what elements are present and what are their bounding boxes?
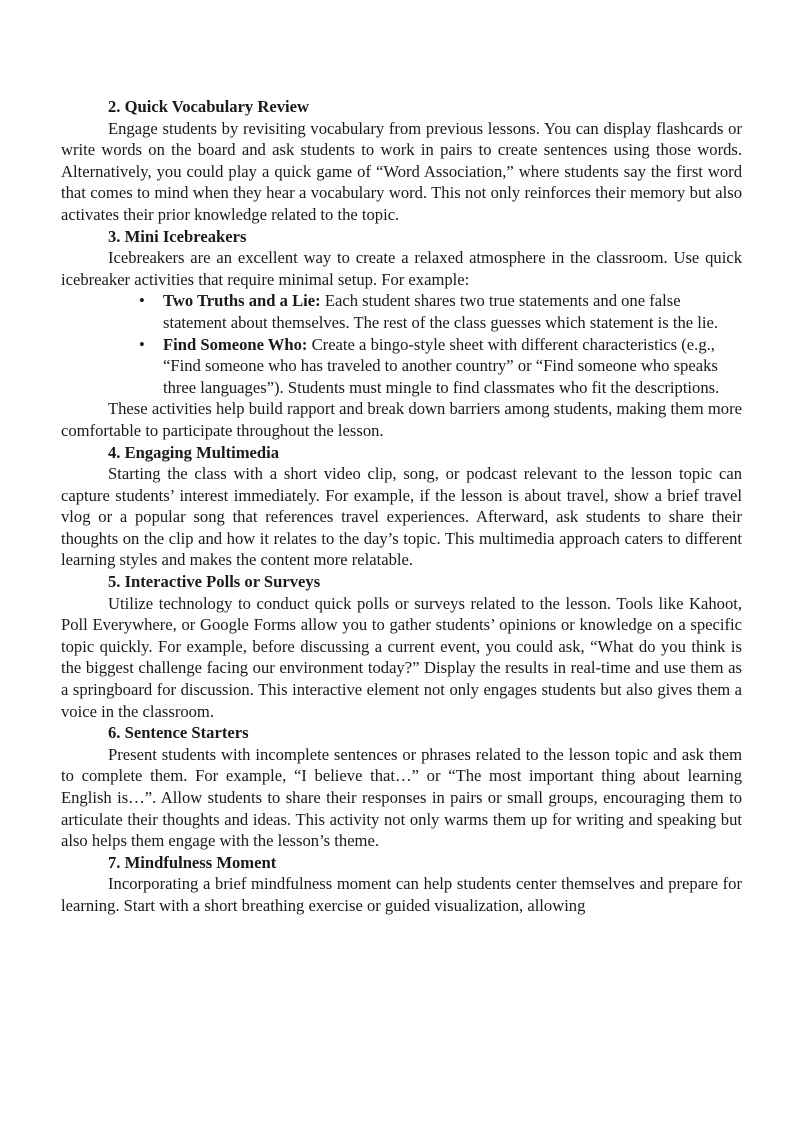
bullet-title: Find Someone Who: <box>163 334 308 354</box>
section-heading-sentence-starters: 6. Sentence Starters <box>108 723 249 743</box>
section-heading-mindfulness-moment: 7. Mindfulness Moment <box>108 852 277 872</box>
bullet-dot-icon: • <box>139 291 145 311</box>
section-heading-engaging-multimedia: 4. Engaging Multimedia <box>108 442 280 462</box>
icebreaker-bullet-list <box>61 290 742 398</box>
document-page <box>61 96 742 917</box>
bullet-dot-icon: • <box>139 334 145 354</box>
section-heading-vocabulary-review: 2. Quick Vocabulary Review <box>108 97 309 116</box>
section-paragraph-mindfulness-moment: Incorporating a brief mindfulness moment can help students center themselves and prepare for learning. Start with a short breathing exercise or guided visualization, allowing <box>61 874 742 915</box>
section-heading-interactive-polls: 5. Interactive Polls or Surveys <box>108 572 321 592</box>
section-paragraph-vocabulary-review: Engage students by revisiting vocabulary from previous lessons. You can display flashcards or write words on the board and ask students to work in pairs to create sentences using those words. Alternatively, you could play a quick game of “Word Association,” where students say the first word that comes to mind when they hear a vocabulary word. This not only reinforces their memory but also activates their prior knowledge related to the topic. <box>61 118 742 224</box>
section-closing-mini-icebreakers: These activities help build rapport and break down barriers among students, making them more comfortable to participate throughout the lesson. <box>61 399 742 440</box>
section-paragraph-mini-icebreakers: Icebreakers are an excellent way to create a relaxed atmosphere in the classroom. Use quick icebreaker activities that require minimal setup. For example: <box>61 248 742 289</box>
bullet-title: Two Truths and a Lie: <box>163 291 321 311</box>
bullet-text: Each student shares two true statements and one false statement about themselves. The rest of the class guesses which statement is the lie. <box>163 291 718 332</box>
section-paragraph-sentence-starters: Present students with incomplete sentences or phrases related to the lesson topic and ask them to complete them. For example, “I believe that…” or “The most important thing about learning English is…”. Allow students to share their responses in pairs or small groups, encouraging them to articulate their thoughts and ideas. This activity not only warms them up for writing and speaking but also helps them engage with the lesson’s theme. <box>61 744 742 851</box>
bullet-item-find-someone <box>139 334 742 399</box>
section-paragraph-interactive-polls: Utilize technology to conduct quick polls or surveys related to the lesson. Tools like Kahoot, Poll Everywhere, or Google Forms allow you to gather students’ opinions or knowledge on a specific topic quickly. For example, before discussing a current event, you could ask, “What do you think is the biggest challenge facing our environment today?” Display the results in real-time and use them as a springboard for discussion. This interactive element not only engages students but also gives them a voice in the classroom. <box>61 593 742 721</box>
section-paragraph-engaging-multimedia: Starting the class with a short video clip, song, or podcast relevant to the lesson topic can capture students’ interest immediately. For example, if the lesson is about travel, show a brief travel vlog or a popular song that references travel experiences. Afterward, ask students to share their thoughts on the clip and how it relates to the day’s topic. This multimedia approach caters to different learning styles and makes the content more relatable. <box>61 464 742 570</box>
bullet-text: Create a bingo-style sheet with different characteristics (e.g., “Find someone who has traveled to another country” or “Find someone who speaks three languages”). Students must mingle to find classmates who fit the descriptions. <box>163 334 720 397</box>
section-heading-mini-icebreakers: 3. Mini Icebreakers <box>108 226 247 246</box>
bullet-item-two-truths <box>139 290 742 333</box>
